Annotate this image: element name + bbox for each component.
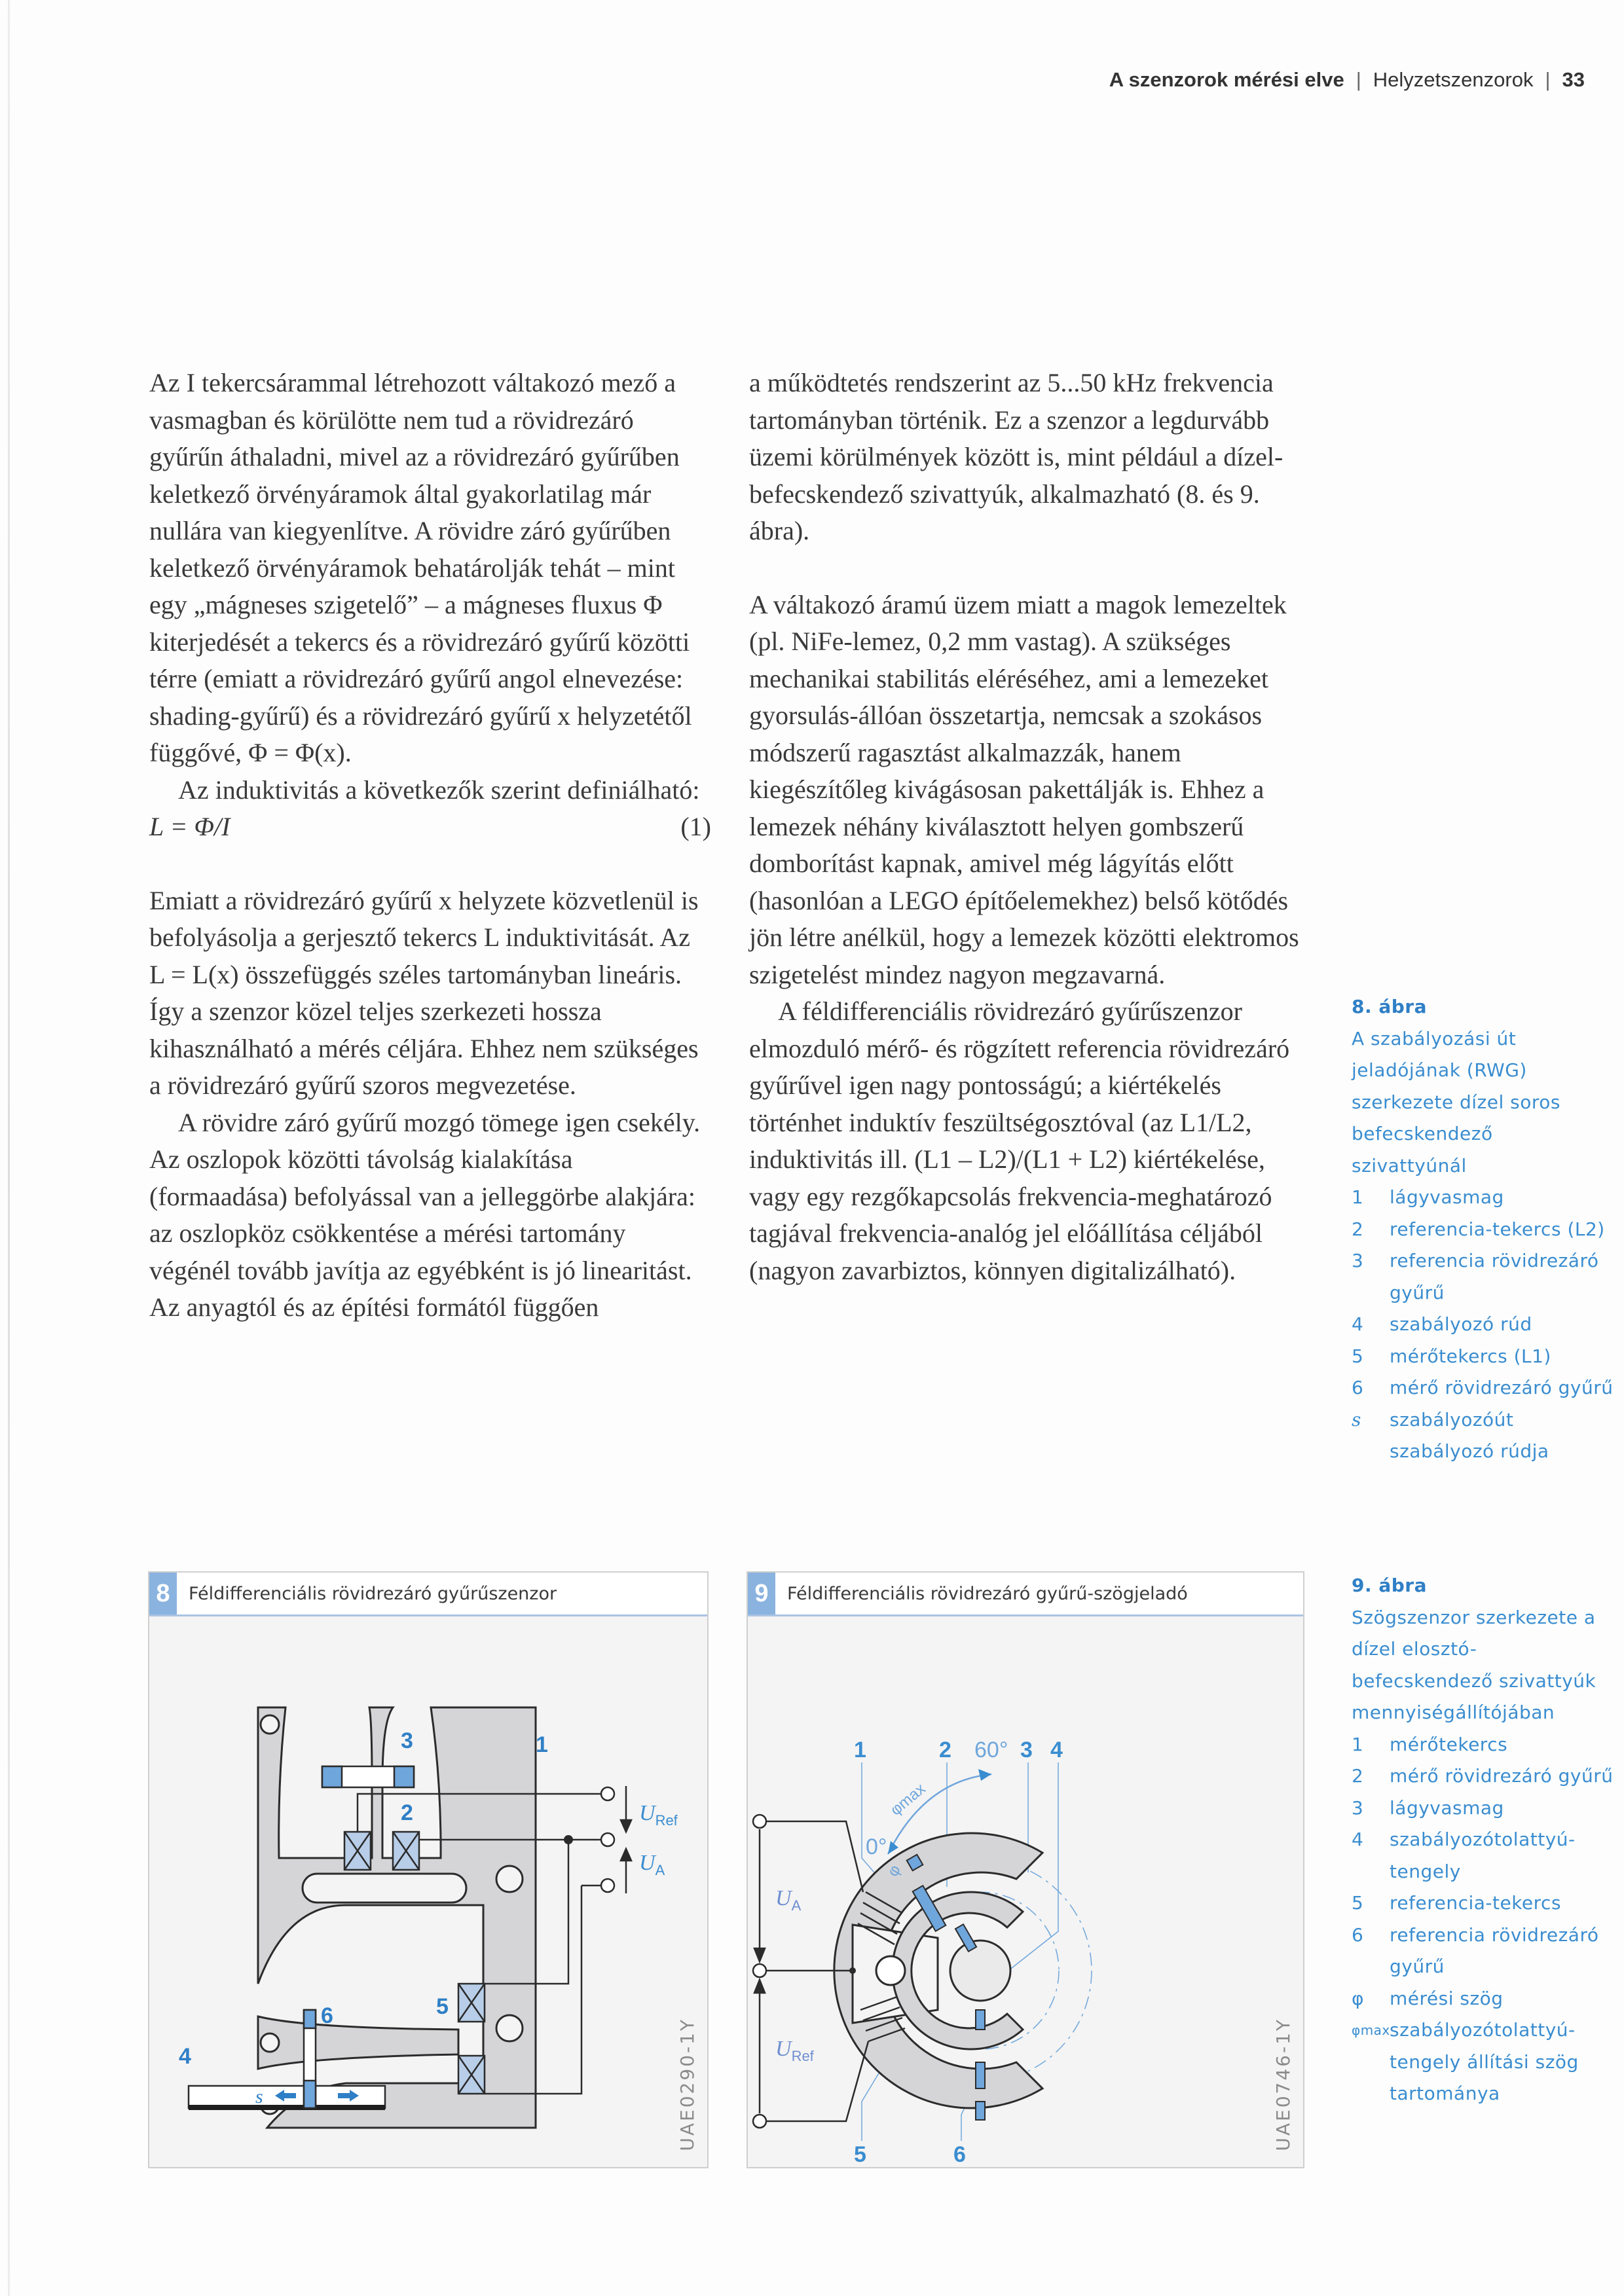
- legend-value: referencia rövidrezáró gyűrű: [1390, 1250, 1599, 1303]
- label-u-a: $U_A$: [775, 1886, 802, 1914]
- figure-title: Féldifferenciális rövidrezáró gyűrűszenzor: [177, 1573, 707, 1614]
- caption-text: A szabályozási út jeladójának (RWG) szerkezete dízel soros befecskendező szivattyúnál: [1352, 1027, 1560, 1176]
- caption-title: 9. ábra: [1352, 1575, 1428, 1596]
- legend-value: mérő rövidrezáró gyűrű: [1390, 1377, 1614, 1398]
- legend-item: [1352, 1341, 1614, 1373]
- legend-item: [1352, 2014, 1614, 2110]
- section-title: A szenzorok mérési elve: [1109, 68, 1344, 91]
- page-number: 33: [1562, 68, 1585, 91]
- figure-header: [748, 1573, 1303, 1616]
- legend-item: [1352, 1404, 1614, 1468]
- label-3: 3: [1020, 1738, 1033, 1762]
- label-0-degrees: 0°: [866, 1834, 887, 1859]
- label-5: 5: [854, 2142, 866, 2167]
- legend-item: [1352, 1824, 1614, 1887]
- label-phi-max: φmax: [887, 1779, 929, 1819]
- legend-item: [1352, 1309, 1614, 1341]
- text-column-left: [149, 365, 711, 1326]
- equation-1: [149, 809, 711, 846]
- text-column-right: [749, 365, 1312, 1289]
- figure-number: 9: [748, 1573, 775, 1614]
- legend-item: [1352, 1760, 1614, 1793]
- figure-8: [148, 1571, 709, 2168]
- legend-value: lágyvasmag: [1390, 1186, 1504, 1208]
- figure-9-caption: [1352, 1570, 1614, 2110]
- label-phi: φ: [883, 1862, 904, 1880]
- legend-value: referencia-tekercs: [1390, 1892, 1562, 1914]
- figure-title: Féldifferenciális rövidrezáró gyűrű-szögjeladó: [775, 1573, 1303, 1614]
- legend-value: referencia-tekercs (L2): [1390, 1218, 1605, 1240]
- legend-key: 3: [1352, 1250, 1364, 1271]
- figure-code: UAE0746-1Y: [1272, 2018, 1294, 2151]
- legend-key: φ: [1352, 1987, 1364, 2009]
- legend-item: [1352, 1729, 1614, 1761]
- legend-item: [1352, 1887, 1614, 1920]
- figure-number: 8: [149, 1573, 177, 1614]
- legend-key: 4: [1352, 1829, 1364, 1850]
- ring-sensor-diagram: [149, 1617, 707, 2167]
- legend-item: [1352, 1920, 1614, 1983]
- equation-formula: L = Φ/I: [149, 812, 231, 841]
- legend-value: mérőtekercs: [1390, 1733, 1508, 1755]
- header-separator: |: [1545, 68, 1551, 91]
- legend-item: [1352, 1182, 1614, 1214]
- legend-value: mérési szög: [1390, 1987, 1504, 2009]
- figure-9: [747, 1571, 1304, 2168]
- legend-item: [1352, 1983, 1614, 2015]
- legend-key: 6: [1352, 1923, 1364, 1946]
- legend-value: mérőtekercs (L1): [1390, 1345, 1551, 1367]
- legend-value: szabályozóút szabályozó rúdja: [1390, 1408, 1549, 1462]
- label-1: 1: [536, 1732, 548, 1757]
- label-s: s: [255, 2086, 263, 2107]
- legend-key: 5: [1352, 1892, 1364, 1914]
- legend-item: [1352, 1245, 1614, 1309]
- legend-value: szabályozó rúd: [1390, 1313, 1532, 1335]
- header-separator: |: [1356, 68, 1361, 91]
- paragraph: Emiatt a rövidrezáró gyűrű x helyzete közvetlenül is befolyásolja a gerjesztő tekercs L induktivitását. Az L = L(x) összefüggés széles tartományban lineáris. Így a szenzor közel teljes szerkezeti hossza kihasználható a mérés céljára. Ehhez nem szükséges a rövidrezáró gyűrű szoros megvezetése.: [149, 885, 699, 1100]
- label-4: 4: [179, 2044, 191, 2069]
- label-3: 3: [401, 1728, 413, 1753]
- label-6: 6: [321, 2003, 333, 2028]
- caption-text: Szögszenzor szerkezete a dízel elosztó-befecskendező szivattyúk mennyiségállítójában: [1352, 1606, 1596, 1723]
- legend-value: szabályozótolattyú-tengely állítási szög tartománya: [1390, 2019, 1579, 2104]
- figure-header: [149, 1573, 707, 1616]
- legend-value: mérő rövidrezáró gyűrű: [1390, 1765, 1614, 1787]
- legend-key: 4: [1352, 1313, 1364, 1335]
- caption-title: 8. ábra: [1352, 996, 1428, 1017]
- paragraph: Az I tekercsárammal létrehozott váltakozó mező a vasmagban és körülötte nem tud a rövidrezáró gyűrűn áthaladni, mivel az a rövidrezáró gyűrűben keletkező örvényáramok által gyakorlatilag már nullára van kiegyenlítve. A rövidre záró gyűrűben keletkező örvényáramok behatárolják tehát – mint egy „mágneses szigetelő” – a mágneses fluxus Φ kiterjedését a tekercs és a rövidrezáró gyűrű közötti térre (emiatt a rövidrezáró gyűrű angol elnevezése: shading-gyűrű) és a rövidrezáró gyűrű x helyzetétől függővé, Φ = Φ(x).: [149, 368, 692, 767]
- legend-key: 6: [1352, 1377, 1364, 1398]
- legend-item: [1352, 1214, 1614, 1246]
- legend-item: [1352, 1372, 1614, 1404]
- label-2: 2: [401, 1800, 413, 1825]
- legend-value: lágyvasmag: [1390, 1796, 1504, 1819]
- legend-key: 5: [1352, 1345, 1364, 1367]
- label-u-ref: $U_{Ref}$: [775, 2037, 814, 2064]
- paragraph: A váltakozó áramú üzem miatt a magok lemezeltek (pl. NiFe-lemez, 0,2 mm vastag). A szükséges mechanikai stabilitás eléréséhez, ami a lemezeket gyorsulás-állóan összetartja, nemcsak a szokásos módszerű ragasztást alkalmazzák, hanem kiegészítőleg kivágásosan pakettálják is. Ehhez a lemezek néhány kiválasztott helyen gombszerű domborítást kapnak, amivel még lágyítás előtt (hasonlóan a LEGO építőelemekhez) belső kötődés jön létre anélkül, hogy a lemezek közötti elektromos szigetelést mindez nagyon megzavarná.: [749, 589, 1299, 989]
- spacer: [149, 846, 711, 883]
- subsection-title: Helyzetszenzorok: [1373, 68, 1534, 91]
- label-u-a: $U_A$: [639, 1851, 665, 1878]
- equation-number: (1): [680, 812, 711, 841]
- label-60-degrees: 60°: [974, 1738, 1008, 1762]
- paragraph: A rövidre záró gyűrű mozgó tömege igen csekély. Az oszlopok közötti távolság kialakítása (formaadása) befolyással van a jelleggörbe alakjára: az oszlopköz csökkentése a mérési tartomány végénél tovább javítja az egyébként is jó linearitást. Az anyagtól és az építési formától függően: [149, 1107, 701, 1322]
- legend-key: 2: [1352, 1765, 1364, 1787]
- label-4: 4: [1050, 1738, 1063, 1762]
- running-header: [1048, 68, 1585, 92]
- label-6: 6: [953, 2142, 966, 2167]
- legend-key: φmax: [1352, 2022, 1390, 2038]
- label-5: 5: [436, 1994, 449, 2019]
- legend-key: 2: [1352, 1218, 1364, 1240]
- legend-key: 3: [1352, 1796, 1364, 1819]
- spacer: [749, 550, 1312, 587]
- paragraph: a működtetés rendszerint az 5...50 kHz frekvencia tartományban történik. Ez a szenzor a legdurvább üzemi körülmények között is, mint például a dízel-befecskendező szivattyúk, alkalmazható (8. és 9. ábra).: [749, 368, 1283, 545]
- legend-value: szabályozótolattyú-tengely: [1390, 1829, 1576, 1882]
- label-u-ref: $U_{Ref}$: [639, 1801, 678, 1829]
- label-2: 2: [939, 1738, 951, 1762]
- figure-code: UAE0290-1Y: [676, 2018, 698, 2151]
- legend-item: [1352, 1793, 1614, 1825]
- angle-sensor-diagram: [748, 1617, 1303, 2167]
- legend-value: referencia rövidrezáró gyűrű: [1390, 1923, 1599, 1977]
- figure-8-caption: [1352, 991, 1614, 1468]
- label-1: 1: [854, 1738, 866, 1762]
- legend-key: 1: [1352, 1733, 1364, 1755]
- scan-edge: [8, 0, 10, 2296]
- paragraph: Az induktivitás a következők szerint definiálható:: [178, 774, 700, 805]
- legend-key: s: [1352, 1408, 1361, 1430]
- paragraph: A féldifferenciális rövidrezáró gyűrűszenzor elmozduló mérő- és rögzített referencia rövidrezáró gyűrűvel igen nagy pontosságú; a kiértékelés történhet induktív feszültségosztóval (az L1/L2, induktivitás ill. (L1 – L2)/(L1 + L2) kiértékelése, vagy egy rezgőkapcsolás frekvencia-meghatározó tagjával frekvencia-analóg jel előállítása céljából (nagyon zavarbiztos, könnyen digitalizálható).: [749, 996, 1290, 1285]
- legend-key: 1: [1352, 1186, 1364, 1208]
